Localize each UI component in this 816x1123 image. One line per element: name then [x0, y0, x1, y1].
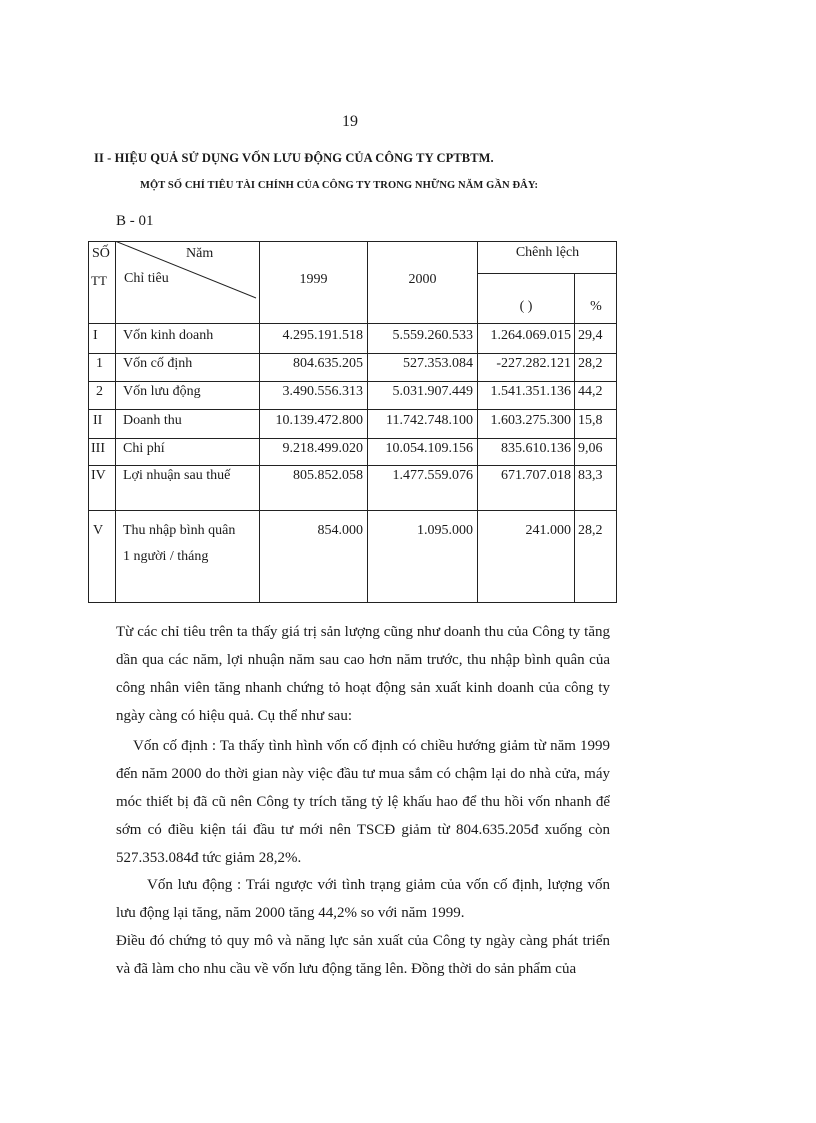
header-indicator-label: Chỉ tiêu	[124, 271, 169, 286]
row-1999: 10.139.472.800	[275, 413, 363, 428]
row-diff: 835.610.136	[501, 441, 571, 456]
row-no: III	[91, 441, 105, 456]
table-caption: MỘT SỐ CHỈ TIÊU TÀI CHÍNH CỦA CÔNG TY TRONG NHỮNG NĂM GẦN ĐÂY:	[140, 180, 539, 191]
row-diff: 1.264.069.015	[490, 328, 571, 343]
row-1999: 805.852.058	[293, 468, 363, 483]
header-2000: 2000	[408, 272, 437, 287]
body-paragraph: Từ các chỉ tiêu trên ta thấy giá trị sản lượng cũng như doanh thu của Công ty tăng dần qua các năm, lợi nhuận năm sau cao hơn năm trước, thu nhập bình quân của công nhân viên tăng nhanh chứng tỏ hoạt động sản xuất kinh doanh của công ty ngày càng có hiệu quả. Cụ thể như sau:	[116, 624, 610, 724]
row-indicator: Vốn cố định	[123, 356, 193, 371]
row-2000: 10.054.109.156	[385, 441, 473, 456]
row-indicator-line2: 1 người / tháng	[123, 549, 209, 564]
row-pct: 15,8	[578, 413, 603, 428]
body-paragraph: Điều đó chứng tỏ quy mô và năng lực sản xuất của Công ty ngày càng phát triển và đã làm cho nhu cầu về vốn lưu động tăng lên. Đồng thời do sản phẩm của	[116, 933, 610, 977]
body-paragraph: Vốn cố định : Ta thấy tình hình vốn cố định có chiều hướng giảm từ năm 1999 đến năm 2000 do thời gian này việc đầu tư mua sắm có chậm lại do nhà cửa, máy móc thiết bị đã cũ nên Công ty trích tăng tỷ lệ khấu hao để thu hồi vốn nhanh để sớm có điều kiện tái đầu tư mới nên TSCĐ giảm từ 804.635.205đ xuống còn 527.353.084đ tức giảm 28,2%.	[116, 738, 610, 866]
row-2000: 5.559.260.533	[392, 328, 473, 343]
row-no: V	[93, 523, 104, 538]
row-diff: 241.000	[525, 523, 571, 538]
section-heading: II - HIỆU QUẢ SỬ DỤNG VỐN LƯU ĐỘNG CỦA CÔNG TY CPTBTM.	[94, 151, 494, 165]
header-pct-unit: %	[590, 299, 602, 314]
header-abs-unit: ( )	[519, 299, 533, 314]
row-pct: 9,06	[578, 441, 603, 456]
row-2000: 11.742.748.100	[386, 413, 473, 428]
row-no: I	[93, 328, 98, 343]
row-pct: 44,2	[578, 384, 603, 399]
row-indicator: Vốn lưu động	[123, 384, 201, 399]
row-indicator: Chi phí	[123, 441, 165, 456]
row-no: IV	[91, 468, 106, 483]
row-diff: 671.707.018	[501, 468, 571, 483]
body-paragraph: Vốn lưu động : Trái ngược với tình trạng giảm của vốn cố định, lượng vốn lưu động lại tăng, năm 2000 tăng 44,2% so với năm 1999.	[116, 877, 610, 921]
row-pct: 28,2	[578, 523, 603, 538]
row-1999: 9.218.499.020	[282, 441, 363, 456]
row-pct: 83,3	[578, 468, 603, 483]
header-so: SỐ	[92, 246, 110, 261]
row-2000: 1.477.559.076	[392, 468, 473, 483]
row-1999: 4.295.191.518	[282, 328, 363, 343]
row-1999: 3.490.556.313	[282, 384, 363, 399]
row-pct: 28,2	[578, 356, 603, 371]
row-pct: 29,4	[578, 328, 603, 343]
row-1999: 804.635.205	[293, 356, 363, 371]
row-2000: 527.353.084	[403, 356, 473, 371]
row-no: 1	[96, 356, 103, 371]
financial-table	[88, 241, 618, 605]
row-2000: 5.031.907.449	[392, 384, 473, 399]
row-indicator: Vốn kinh doanh	[123, 328, 214, 343]
row-diff: 1.603.275.300	[490, 413, 571, 428]
header-tt: TT	[91, 273, 107, 288]
header-1999: 1999	[299, 272, 328, 287]
row-indicator: Thu nhập bình quân	[123, 523, 236, 538]
header-difference: Chênh lệch	[515, 245, 580, 260]
row-no: 2	[96, 384, 103, 399]
row-no: II	[93, 413, 103, 428]
row-1999: 854.000	[317, 523, 363, 538]
row-indicator: Doanh thu	[123, 413, 182, 428]
row-2000: 1.095.000	[417, 523, 473, 538]
row-diff: 1.541.351.136	[490, 384, 571, 399]
row-indicator: Lợi nhuận sau thuế	[123, 468, 231, 483]
row-diff: -227.282.121	[496, 356, 571, 371]
header-year-label: Năm	[186, 246, 214, 261]
page-number: 19	[342, 113, 358, 130]
table-code: B - 01	[116, 213, 154, 229]
